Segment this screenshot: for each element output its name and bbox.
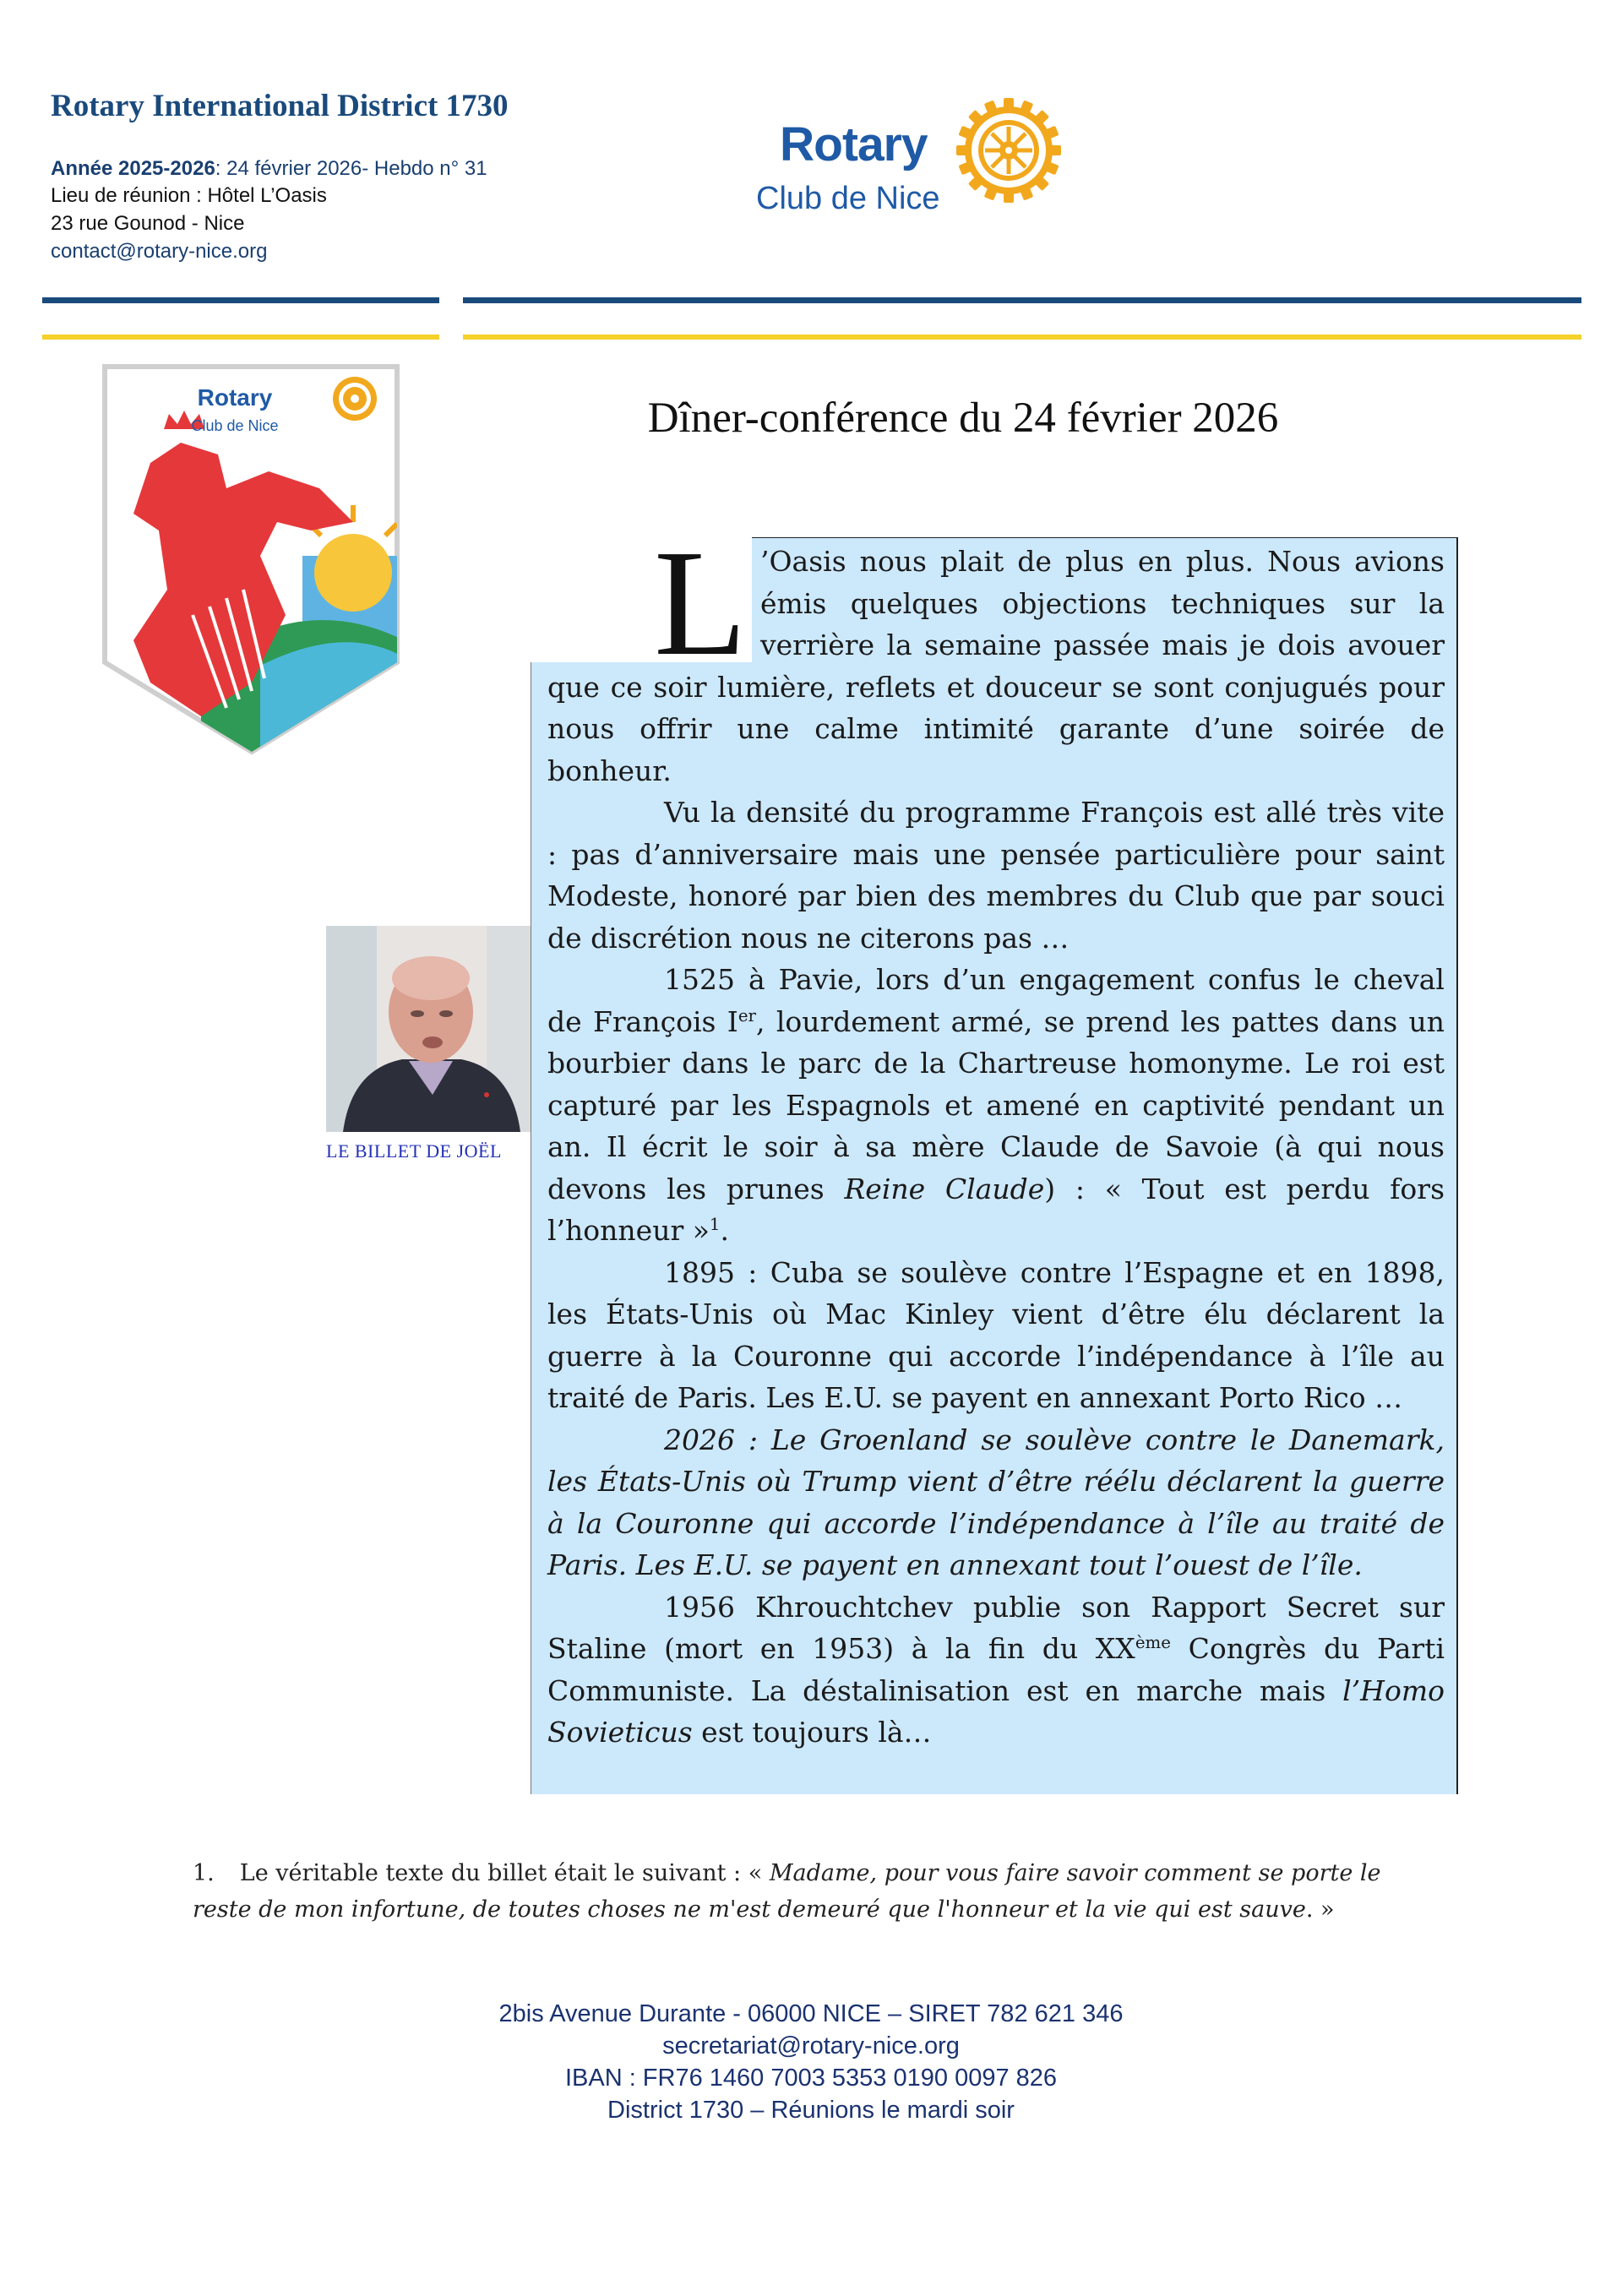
header-divider-yellow-left: [42, 335, 439, 340]
footnote-quote: Madame, pour vous faire savoir comment se porte le reste de mon infortune, de toutes choses ne m'est demeuré que l'honneur et la vie qui est sauve: [193, 1860, 1381, 1923]
article-body: [547, 519, 1445, 1754]
contact-email-link[interactable]: contact@rotary-nice.org: [51, 240, 268, 263]
issue-info: [51, 157, 487, 181]
superscript-er: er: [738, 1005, 756, 1026]
article-paragraph-6: [547, 1586, 1445, 1754]
header-divider-navy-right: [463, 297, 1581, 303]
article-paragraph-1: [547, 519, 1445, 792]
paragraph-1-text: ’Oasis nous plait de plus en plus. Nous avions émis quelques objections techniques sur la verrière la semaine passée mais je dois avouer que ce soir lumière, reflets et douceur se sont conjugués pour nous offrir une calme intimité garante d’une soirée de bonheur.: [547, 545, 1445, 787]
paragraph-6-text-c: est toujours là…: [692, 1716, 932, 1749]
paragraph-3-text-d: .: [720, 1214, 730, 1247]
dropcap-box: [527, 519, 752, 687]
pennant-rotary-text: Rotary: [197, 384, 273, 411]
footer-address: 2bis Avenue Durante - 06000 NICE – SIRET 782 621 346: [498, 2000, 1124, 2027]
footnote-intro: Le véritable texte du billet était le suivant : «: [239, 1860, 763, 1886]
rotary-logo-club: Club de Nice: [756, 181, 940, 216]
header-divider-navy-left: [42, 297, 439, 303]
photo-caption: LE BILLET DE JOËL: [326, 1140, 502, 1162]
article-paragraph-5: [547, 1419, 1445, 1586]
district-title: Rotary International District 1730: [51, 89, 509, 123]
article-paragraph-2: [547, 792, 1445, 959]
club-pennant-illustration: [100, 362, 404, 759]
meeting-venue: Lieu de réunion : Hôtel L’Oasis: [51, 184, 327, 207]
paragraph-2-text: Vu la densité du programme François est allé très vite : pas d’anniversaire mais une pensée particulière pour saint Modeste, honoré par bien des membres du Club que par souci de discrétion nous ne citerons pas …: [547, 796, 1445, 955]
article-paragraph-4: [547, 1252, 1445, 1419]
reine-claude-italic: Reine Claude: [844, 1172, 1045, 1205]
footer-iban: IBAN : FR76 1460 7003 5353 0190 0097 826: [564, 2065, 1058, 2092]
footnote-end: . »: [1305, 1896, 1335, 1923]
footnote: [193, 1855, 1443, 1928]
header-divider-yellow-right: [463, 335, 1581, 340]
article-paragraph-3: [547, 959, 1445, 1252]
paragraph-3-text-b: , lourdement armé, se prend les pattes dans un bourbier dans le parc de la Chartreuse homonyme. Le roi est capturé par les Espagnols et amené en captivité pendant un an. Il écrit le soir à sa mère Claude de Savoie (à qui nous devons les prunes: [547, 1004, 1445, 1205]
paragraph-4-text: 1895 : Cuba se soulève contre l’Espagne et en 1898, les États-Unis où Mac Kinley vient d’être élu déclarent la guerre à la Couronne qui accorde l’indépendance à l’île au traité de Paris. Les E.U. se payent en annexant Porto Rico …: [547, 1255, 1445, 1414]
paragraph-5-text: 2026 : Le Groenland se soulève contre le Danemark, les États-Unis où Trump vient d’être réélu déclarent la guerre à la Couronne qui accorde l’indépendance à l’île au traité de Paris. Les E.U. se payent en annexant tout l’ouest de l’île.: [547, 1423, 1445, 1581]
footer-district: District 1730 – Réunions le mardi soir: [607, 2097, 1015, 2124]
paragraph-6-text-b: Congrès du Parti Communiste. La déstalinisation est en marche mais: [547, 1632, 1445, 1707]
rotary-wheel-icon: [955, 96, 1063, 204]
rotary-logo-text: Rotary: [780, 117, 928, 171]
footnote-number: 1.: [193, 1860, 215, 1886]
dropcap-letter: L: [654, 519, 747, 687]
year-label: Année 2025-2026: [51, 157, 215, 180]
paragraph-6-text-a: 1956 Khrouchtchev publie son Rapport Secret sur Staline (mort en 1953) à la fin du XX: [547, 1590, 1445, 1665]
page-title: Dîner-conférence du 24 février 2026: [647, 394, 1279, 442]
issue-date: : 24 février 2026- Hebdo n° 31: [215, 157, 487, 180]
author-photo: [326, 926, 531, 1132]
paragraph-3-text-a: 1525 à Pavie, lors d’un engagement confus le cheval de François I: [547, 963, 1445, 1038]
superscript-eme: ème: [1135, 1633, 1171, 1652]
homo-sovieticus-italic: l’Homo Sovieticus: [547, 1673, 1445, 1749]
meeting-address: 23 rue Gounod - Nice: [51, 212, 245, 235]
paragraph-3-text-c: ) : « Tout est perdu fors l’honneur »: [547, 1172, 1445, 1247]
footer-email-link[interactable]: secretariat@rotary-nice.org: [662, 2032, 960, 2059]
pennant-club-text: Club de Nice: [191, 417, 279, 434]
footnote-ref[interactable]: 1: [709, 1215, 721, 1234]
